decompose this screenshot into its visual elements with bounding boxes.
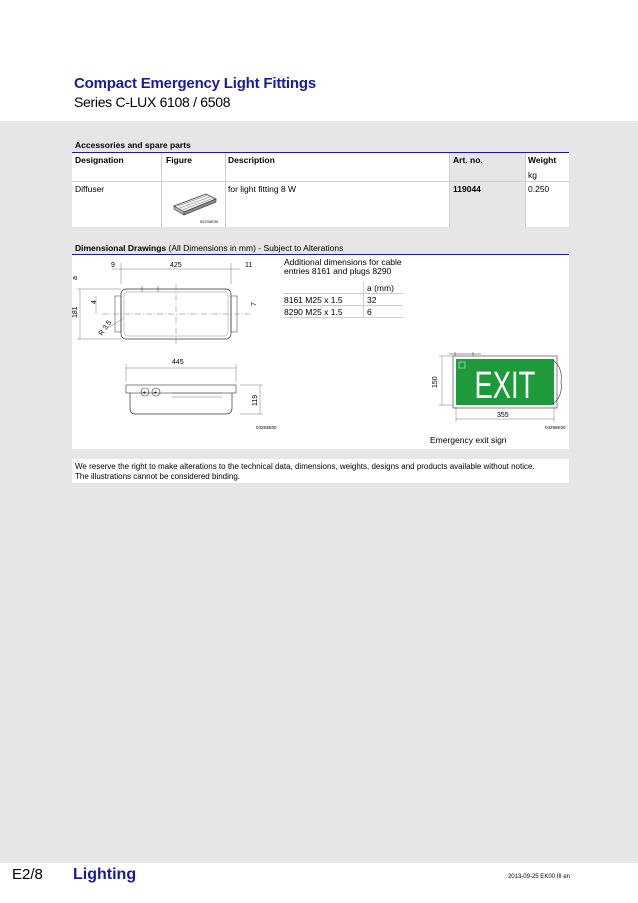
footer-code: 2013-09-25 EK00 III en — [507, 874, 570, 880]
notice-line1: We reserve the right to make alterations to the technical data, dimensions, weights, designs and products available without notice. — [75, 462, 535, 471]
drawings-section-title: Dimensional Drawings (All Dimensions in mm) - Subject to Alterations — [75, 243, 344, 253]
header-row-divider — [72, 181, 569, 182]
column-divider — [449, 153, 450, 227]
column-divider — [225, 153, 226, 227]
col-header-designation: Designation — [75, 155, 124, 165]
dim-9: 9 — [111, 262, 115, 269]
page-title: Compact Emergency Light Fittings — [74, 75, 316, 92]
dim-11: 11 — [245, 262, 253, 269]
a-row-value: 32 — [367, 295, 377, 305]
drawing-code-right: 04295E00 — [545, 425, 566, 430]
top-view-drawing — [72, 256, 277, 431]
drawings-top-rule — [72, 254, 569, 255]
a-table-divider — [363, 282, 364, 318]
dim-445: 445 — [172, 359, 184, 366]
a-table-header: a (mm) — [367, 283, 394, 293]
exit-sign-drawing — [425, 348, 570, 433]
dim-a: a — [72, 276, 79, 280]
row-description: for light fitting 8 W — [228, 184, 297, 194]
col-header-description: Description — [228, 155, 275, 165]
column-divider — [525, 153, 526, 227]
page-number: E2/8 — [12, 866, 43, 883]
dim-119: 119 — [252, 394, 259, 406]
footer-section-name: Lighting — [73, 866, 137, 883]
additional-dims-line2: entries 8161 and plugs 8290 — [284, 266, 392, 276]
a-table-rule — [283, 305, 403, 306]
weight-unit: kg — [528, 170, 537, 180]
content-background — [0, 121, 638, 863]
dim-4: 4 — [91, 300, 98, 304]
a-table-rule — [283, 293, 403, 294]
a-row-label: 8290 M25 x 1.5 — [284, 307, 343, 317]
notice-text — [75, 462, 570, 482]
accessories-section-title: Accessories and spare parts — [75, 140, 191, 150]
column-divider — [161, 153, 162, 227]
dim-425: 425 — [170, 262, 182, 269]
row-weight: 0.250 — [528, 184, 550, 194]
col-header-artno: Art. no. — [453, 155, 483, 165]
page-subtitle: Series C-LUX 6108 / 6508 — [74, 94, 231, 110]
svg-text:+: + — [153, 390, 158, 397]
exit-caption: Emergency exit sign — [430, 435, 507, 445]
figure-code: 05704E00 — [200, 219, 219, 224]
dim-150: 150 — [432, 376, 439, 388]
a-row-value: 6 — [367, 307, 372, 317]
dim-7: 7 — [251, 302, 258, 306]
row-artno: 119044 — [453, 184, 481, 194]
diffuser-figure — [166, 184, 224, 226]
a-table-rule — [283, 317, 403, 318]
dim-355: 355 — [497, 412, 509, 419]
col-header-figure: Figure — [166, 155, 192, 165]
exit-sign-text: EXIT — [474, 364, 536, 408]
dim-r35: R 3.5 — [97, 319, 114, 338]
notice-line2: The illustrations cannot be considered binding. — [75, 472, 240, 481]
svg-text:+: + — [142, 390, 147, 397]
col-header-weight: Weight — [528, 155, 557, 165]
dim-181: 181 — [72, 306, 79, 318]
additional-dims-line1: Additional dimensions for cable — [284, 257, 402, 267]
drawing-code-left: 04293E00 — [256, 425, 277, 430]
a-row-label: 8161 M25 x 1.5 — [284, 295, 343, 305]
row-designation: Diffuser — [75, 184, 105, 194]
